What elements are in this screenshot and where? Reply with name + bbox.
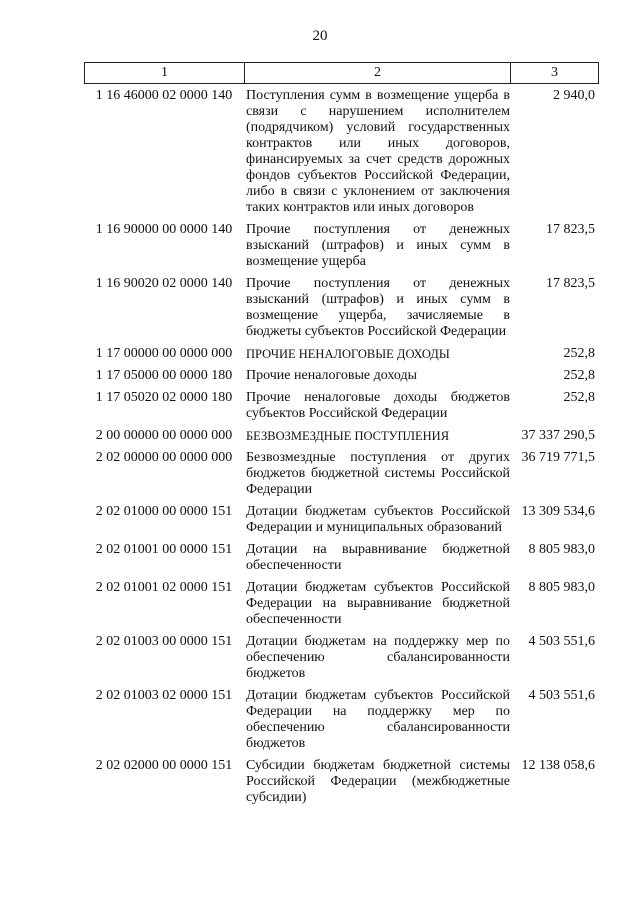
- row-code: 1 16 46000 02 0000 140: [95, 88, 233, 103]
- table-row: [84, 88, 599, 216]
- row-amount: 8 805 983,0: [528, 580, 595, 595]
- table-body: [84, 88, 599, 812]
- row-code: 2 00 00000 00 0000 000: [95, 428, 233, 443]
- table-row: [84, 688, 599, 752]
- row-code: 2 02 01001 02 0000 151: [95, 580, 233, 595]
- page-number: 20: [312, 28, 328, 44]
- table-row: [84, 346, 599, 362]
- row-code: 2 02 01003 00 0000 151: [95, 634, 233, 649]
- row-name: Дотации бюджетам субъектов Российской Федерации и муниципальных образований: [246, 504, 510, 535]
- row-amount: 4 503 551,6: [528, 688, 595, 703]
- table-row: [84, 276, 599, 340]
- table-header: [84, 62, 599, 84]
- row-amount: 2 940,0: [553, 88, 595, 103]
- row-amount: 252,8: [563, 390, 595, 405]
- row-code: 2 02 01003 02 0000 151: [95, 688, 233, 703]
- column-header-amount: 3: [551, 65, 558, 80]
- table-row: [84, 504, 599, 536]
- row-amount: 252,8: [563, 368, 595, 383]
- row-amount: 12 138 058,6: [521, 758, 595, 773]
- row-code: 2 02 02000 00 0000 151: [95, 758, 233, 773]
- row-code: 1 16 90000 00 0000 140: [95, 222, 233, 237]
- row-code: 2 02 00000 00 0000 000: [95, 450, 233, 465]
- row-code: 1 16 90020 02 0000 140: [95, 276, 233, 291]
- row-code: 1 17 00000 00 0000 000: [95, 346, 233, 361]
- row-amount: 17 823,5: [546, 222, 595, 237]
- table-row: [84, 634, 599, 682]
- row-amount: 252,8: [563, 346, 595, 361]
- table-row: [84, 580, 599, 628]
- row-amount: 8 805 983,0: [528, 542, 595, 557]
- row-name: Дотации бюджетам субъектов Российской Федерации на поддержку мер по обеспечению сбалансированности бюджетов: [246, 688, 510, 751]
- row-name: БЕЗВОЗМЕЗДНЫЕ ПОСТУПЛЕНИЯ: [246, 429, 450, 443]
- column-header-code: 1: [85, 63, 245, 83]
- table-row: [84, 222, 599, 270]
- row-amount: 13 309 534,6: [521, 504, 595, 519]
- row-name: Безвозмездные поступления от других бюджетов бюджетной системы Российской Федерации: [246, 450, 510, 497]
- row-code: 1 17 05000 00 0000 180: [95, 368, 233, 383]
- row-code: 2 02 01000 00 0000 151: [95, 504, 233, 519]
- row-amount: 17 823,5: [546, 276, 595, 291]
- row-name: Субсидии бюджетам бюджетной системы Российской Федерации (межбюджетные субсидии): [246, 758, 510, 805]
- row-amount: 36 719 771,5: [521, 450, 595, 465]
- table-row: [84, 368, 599, 384]
- row-code: 2 02 01001 00 0000 151: [95, 542, 233, 557]
- row-name: Прочие неналоговые доходы бюджетов субъектов Российской Федерации: [246, 390, 510, 421]
- row-name: Прочие неналоговые доходы: [246, 368, 418, 383]
- row-name: Дотации бюджетам на поддержку мер по обеспечению сбалансированности бюджетов: [246, 634, 510, 681]
- table-row: [84, 390, 599, 422]
- table-row: [84, 450, 599, 498]
- row-name: ПРОЧИЕ НЕНАЛОГОВЫЕ ДОХОДЫ: [246, 347, 450, 361]
- table-row: [84, 758, 599, 806]
- row-name: Дотации на выравнивание бюджетной обеспеченности: [246, 542, 510, 573]
- row-name: Дотации бюджетам субъектов Российской Федерации на выравнивание бюджетной обеспеченности: [246, 580, 510, 627]
- table-row: [84, 542, 599, 574]
- row-amount: 4 503 551,6: [528, 634, 595, 649]
- column-header-name: 2: [245, 63, 511, 83]
- row-name: Прочие поступления от денежных взысканий (штрафов) и иных сумм в возмещение ущерба, зачисляемые в бюджеты субъектов Российской Федерации: [246, 276, 510, 339]
- row-name: Прочие поступления от денежных взысканий (штрафов) и иных сумм в возмещение ущерба: [246, 222, 510, 269]
- table-row: [84, 428, 599, 444]
- row-code: 1 17 05020 02 0000 180: [95, 390, 233, 405]
- row-name: Поступления сумм в возмещение ущерба в связи с нарушением исполнителем (подрядчиком) условий государственных контрактов или иных договоров, финансируемых за счет средств дорожных фондов субъектов Российской Федерации, либо в связи с уклонением от заключения таких контрактов или иных договоров: [246, 88, 510, 215]
- row-amount: 37 337 290,5: [521, 428, 595, 443]
